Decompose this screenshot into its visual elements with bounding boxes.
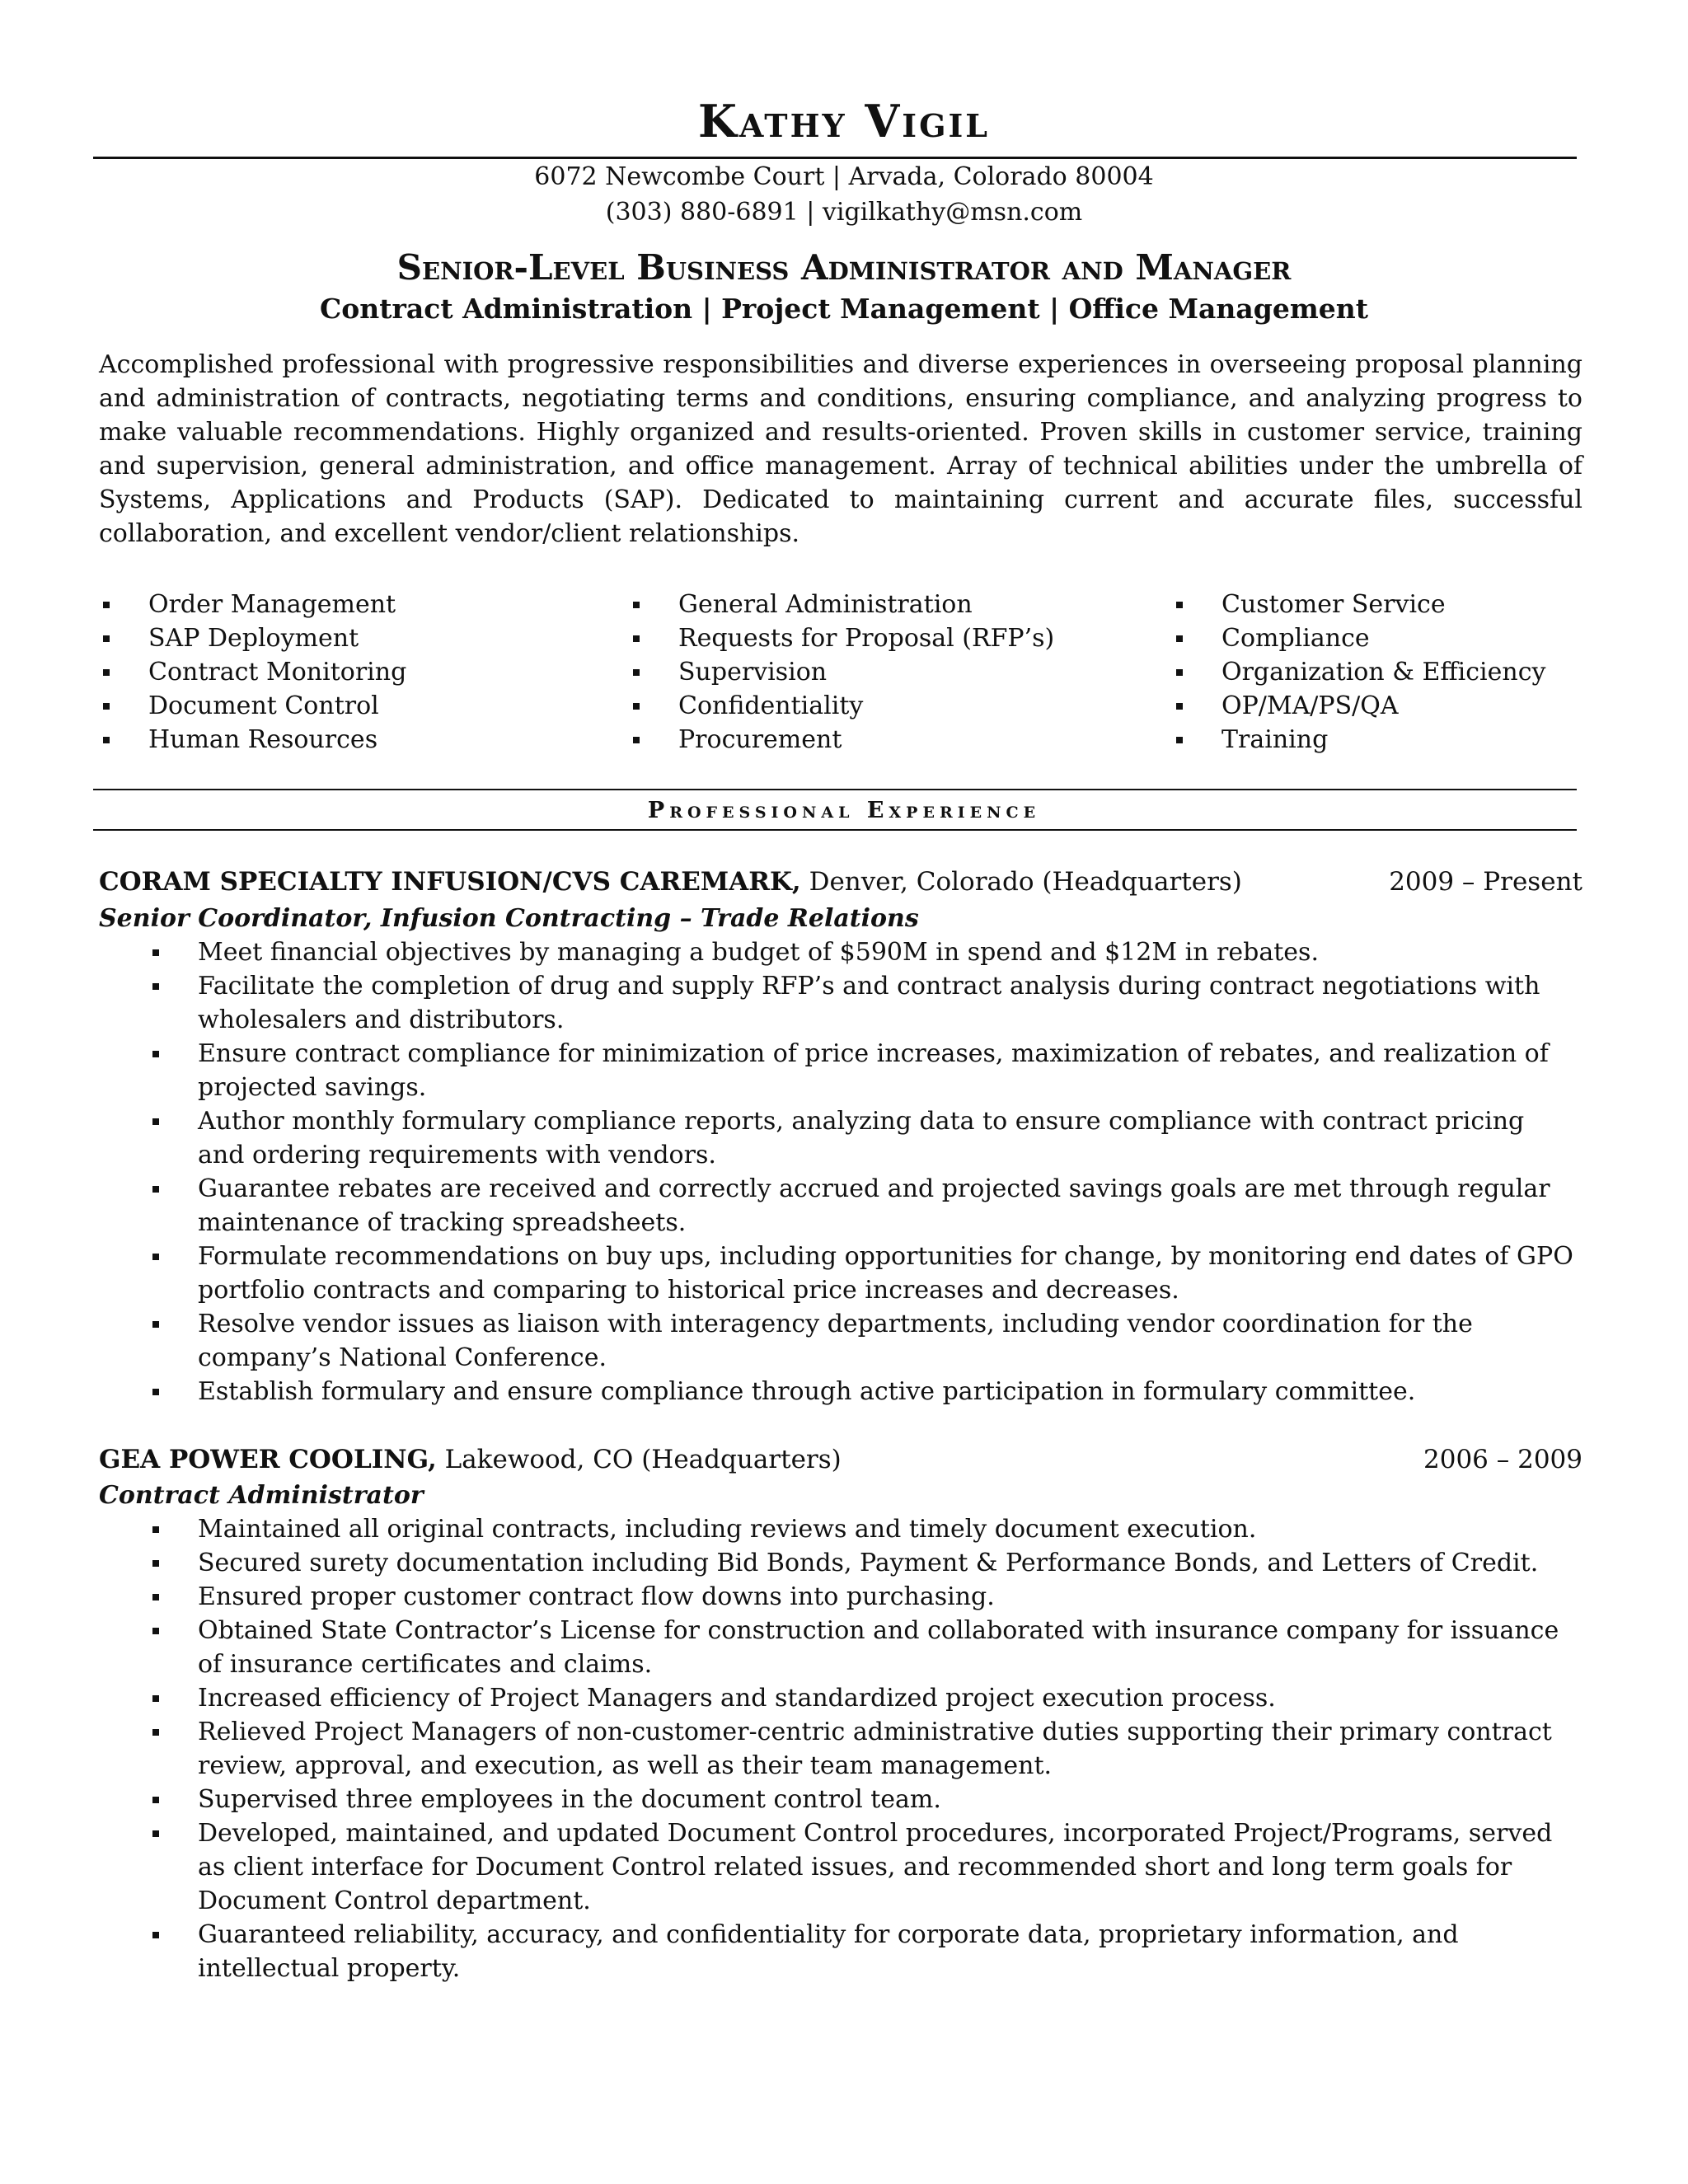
- skill-item: Customer Service: [1172, 588, 1576, 621]
- list-item: Obtained State Contractor’s License for construction and collaborated with insurance company for issuance of insurance certificates and claims.: [198, 1614, 1574, 1681]
- skill-item: Supervision: [629, 655, 1156, 689]
- skill-item: General Administration: [629, 588, 1156, 621]
- skill-item: Order Management: [99, 588, 626, 621]
- skill-item: Compliance: [1172, 621, 1576, 655]
- list-item: Maintained all original contracts, including reviews and timely document execution.: [198, 1512, 1574, 1546]
- section-title-experience: Professional Experience: [647, 798, 1041, 823]
- skill-item: Document Control: [99, 689, 626, 723]
- list-item: Increased efficiency of Project Managers and standardized project execution process.: [198, 1681, 1574, 1715]
- job-title: Senior Coordinator, Infusion Contracting – Trade Relations: [99, 904, 919, 933]
- job-header: [99, 869, 1582, 895]
- contact-line: (303) 880-6891 | vigilkathy@msn.com: [605, 198, 1083, 227]
- section-rule-bottom: [93, 829, 1577, 831]
- skill-item: Confidentiality: [629, 689, 1156, 723]
- headline-subtitle: Contract Administration | Project Management | Office Management: [319, 293, 1369, 325]
- skills-column-1: [99, 588, 626, 757]
- list-item: Formulate recommendations on buy ups, including opportunities for change, by monitoring end dates of GPO portfolio contracts and comparing to historical price increases and decreases.: [198, 1240, 1574, 1307]
- skill-item: Procurement: [629, 723, 1156, 757]
- company-name: GEA POWER COOLING,: [99, 1445, 437, 1474]
- headline-title: Senior-Level Business Administrator and Manager: [396, 247, 1292, 288]
- skill-item: Organization & Efficiency: [1172, 655, 1576, 689]
- job-bullets: [198, 1512, 1574, 1985]
- skill-item: Requests for Proposal (RFP’s): [629, 621, 1156, 655]
- skill-item: Human Resources: [99, 723, 626, 757]
- list-item: Guarantee rebates are received and correctly accrued and projected savings goals are met through regular maintenance of tracking spreadsheets.: [198, 1172, 1574, 1240]
- skill-item: SAP Deployment: [99, 621, 626, 655]
- summary-paragraph: Accomplished professional with progressive responsibilities and diverse experiences in overseeing proposal planning and administration of contracts, negotiating terms and conditions, ensuring compliance, and analyzing progress to make valuable recommendations. Highly organized and results-oriented. Proven skills in customer service, training and supervision, general administration, and office management. Array of technical abilities under the umbrella of Systems, Applications and Products (SAP). Dedicated to maintaining current and accurate files, successful collaboration, and excellent vendor/client relationships.: [99, 350, 1582, 548]
- list-item: Ensure contract compliance for minimization of price increases, maximization of rebates, and realization of projected savings.: [198, 1037, 1574, 1104]
- address-line: 6072 Newcombe Court | Arvada, Colorado 80004: [534, 162, 1154, 191]
- list-item: Establish formulary and ensure compliance through active participation in formulary committee.: [198, 1375, 1574, 1408]
- job-header: [99, 1447, 1582, 1473]
- list-item: Facilitate the completion of drug and supply RFP’s and contract analysis during contract negotiations with wholesalers and distributors.: [198, 969, 1574, 1037]
- list-item: Supervised three employees in the document control team.: [198, 1783, 1574, 1816]
- list-item: Secured surety documentation including Bid Bonds, Payment & Performance Bonds, and Letters of Credit.: [198, 1546, 1574, 1580]
- skills-column-3: [1172, 588, 1576, 757]
- skill-item: OP/MA/PS/QA: [1172, 689, 1576, 723]
- job-title: Contract Administrator: [99, 1481, 424, 1510]
- section-rule-top: [93, 789, 1577, 790]
- list-item: Resolve vendor issues as liaison with interagency departments, including vendor coordination for the company’s National Conference.: [198, 1307, 1574, 1375]
- list-item: Meet financial objectives by managing a budget of $590M in spend and $12M in rebates.: [198, 935, 1574, 969]
- company-location: Lakewood, CO (Headquarters): [436, 1445, 842, 1474]
- list-item: Relieved Project Managers of non-customer-centric administrative duties supporting their primary contract review, approval, and execution, as well as their team management.: [198, 1715, 1574, 1783]
- list-item: Guaranteed reliability, accuracy, and confidentiality for corporate data, proprietary information, and intellectual property.: [198, 1918, 1574, 1985]
- job-dates: 2009 – Present: [1389, 867, 1582, 897]
- list-item: Developed, maintained, and updated Document Control procedures, incorporated Project/Programs, served as client interface for Document Control related issues, and recommended short and long term goals for Document Control department.: [198, 1816, 1574, 1918]
- header-rule: [93, 157, 1577, 159]
- list-item: Author monthly formulary compliance reports, analyzing data to ensure compliance with contract pricing and ordering requirements with vendors.: [198, 1104, 1574, 1172]
- skill-item: Training: [1172, 723, 1576, 757]
- list-item: Ensured proper customer contract flow downs into purchasing.: [198, 1580, 1574, 1614]
- skill-item: Contract Monitoring: [99, 655, 626, 689]
- candidate-name: Kathy Vigil: [697, 95, 991, 148]
- job-bullets: [198, 935, 1574, 1408]
- company-location: Denver, Colorado (Headquarters): [800, 867, 1242, 897]
- company-name: CORAM SPECIALTY INFUSION/CVS CAREMARK,: [99, 867, 801, 897]
- skills-column-2: [629, 588, 1156, 757]
- job-dates: 2006 – 2009: [1423, 1445, 1582, 1474]
